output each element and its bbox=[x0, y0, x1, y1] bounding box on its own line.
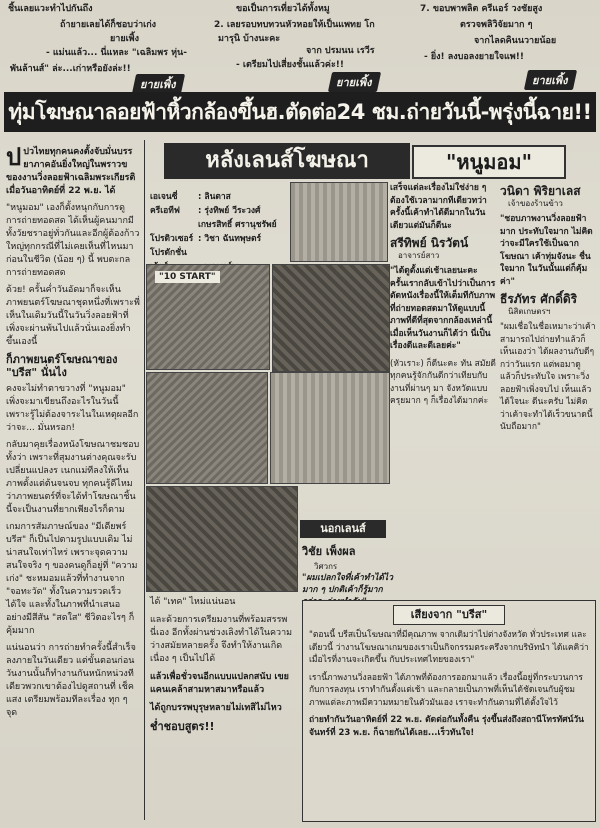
speaker-name: วนิดา พิริยาเลส bbox=[500, 184, 581, 198]
photo-hat-man bbox=[270, 372, 390, 484]
credit-key: ครีเอทีฟ bbox=[150, 206, 180, 216]
columnist-name: "หนูมอม" bbox=[412, 145, 566, 179]
col4-paragraph-2: "ผมเชื่อในชื่อเหมาะว่าเค้าสามารถไปถ่ายทำแล้วก็เห็นเองว่า ได้ผลงานกับดีๆ กว่าวันแรก แต่พอมาดูแล้วก็ประทับใจ เพราะวิ่งลอยฟ้าเพิ่งจบไป เห็นแล้วได้ใจนะ ดีนะครับ ไม่คิดว่าเค้าจะทำได้เร็วขนาดนี้ นับถือมาก" bbox=[500, 322, 596, 432]
credit-value: : ลินตาส bbox=[198, 192, 231, 202]
snippet-9: จาก ปรมนน เรวีร bbox=[306, 46, 375, 56]
credit-value: : รุ่งทิพย์ วีระวงศ์ bbox=[198, 206, 261, 216]
speaker-role: นิสิตเกษตรฯ bbox=[508, 306, 551, 316]
snippet-7: 2. เลยรอบทบทวนหัวหอยให้เป็นแพทย โก bbox=[214, 20, 375, 30]
lead-paragraph-6: กลับมาคุยเรื่องหนังโฆษณาชมชอบทั้งว่า เพราะที่สุมงานต่างคุณจะรับเปลี่ยนแปลงร เนกแม่ทีลงให้เห็นภาพตั้งแต่ต้นจนจบ ทุกคนรู้ดีไหมว่าภาพยนตร์ที่จะได้ทำโฆษณาชิ้นนี้จะเป็นงานที่ยากเพียงไรก็ตาม bbox=[6, 440, 140, 515]
speaker-name: สรีทิพย์ นิรวัตน์ bbox=[390, 236, 469, 250]
outside-lens-role: วิศวกร bbox=[314, 562, 338, 571]
credit-key: เอเจนซี่ bbox=[150, 192, 178, 202]
credit-value: : วิชา ฉันทพุษตร์ bbox=[198, 234, 262, 244]
col3-paragraph-2: "ได้ดูตั้งแต่เช้าเลยนะคะ ครั้นเรากลับเข้าไปว่าเป็นการตัดหนังเรื่องนี้ให้เต็มทีกับภาพที่ถ่ายทอดสดมาให้ดูแบบนี้ ภาพที่ดีที่สุดจากกล้องเหล่านี้ เมื่อเห็นวันงานก็ได้ว่า นี่เป็นเรื่องดีและดีเลยค่ะ" bbox=[390, 266, 496, 351]
snippet-14: - ยิ่ง! ลงบอลงยายใจแพ!! bbox=[424, 52, 524, 62]
snippet-8: มารุนิ บ้างนะคะ bbox=[218, 34, 281, 44]
snippet-10: - เตรียมไปเสี่ยงชั้นแล้วค่ะ!! bbox=[236, 60, 344, 70]
section-tag-1: ยายเพิ้ง bbox=[132, 74, 186, 94]
credit-row bbox=[150, 190, 288, 204]
credit-row bbox=[150, 218, 288, 232]
dropcap: ป bbox=[6, 143, 22, 171]
mid-paragraph-4: ได้ถูกบรรพบุรุษหลายไม่เทสิไม่ไหว bbox=[150, 703, 282, 713]
lead-paragraph-5: คงจะไม่ทำตาขวางที่ "หนูมอม" เพิ่งจะมาเขียนถึงอะไรในวันนี้ เพราะรู้ไม่ต้องจาระไนในเหตุผลอีกว่าจะ... มั่นหรอก! bbox=[6, 384, 139, 433]
speaker-role: อาจารย์สาว bbox=[398, 250, 440, 260]
photo-start-crowd bbox=[146, 264, 270, 370]
lead-paragraph-8: แน่นอนว่า การถ่ายทำครั้งนี้สำเร็จลงภายในวันเดียว แต่ขั้นตอนก่อนวันงานนั้นก็ทำงานกันหนักหน่วงทีเดียวพวกเขาต้องไปดูสถานที่ เช็คแสง เตรียมพร้อมทีละเรื่อง ทุก ๆ จุด bbox=[6, 643, 136, 718]
snippet-5: พันล้านส์" ล่ะ...เก่าหรือยังล่ะ!! bbox=[10, 64, 131, 74]
mid-paragraph-1: ได้ "เทค" ไหม่แน่นอน bbox=[150, 597, 236, 607]
lead-paragraph-7: เกมการสัมภาษณ์ของ "มีเดียพร์ บรีส" ก็เป็นไปตามรูปแบบเดิม ไม่น่าสนใจเท่าไหร่ เพราะจุดความสนใจจริง ๆ ของคนดูก็อยู่ที่ "ความเก่ง" ชะหมอมแล้วที่ทำงานจาก "จอทะวัด" ทั้งในความรวดเร็วได้ใจ และทั้งในภาพที่นำเสนออย่างมีสีสัน "สดใส" ชีวิตอะไรๆ ก็คุ้มมาก bbox=[6, 522, 138, 636]
mid-paragraph-2: และด้วยการเตรียมงานที่พร้อมสรรพนี่เอง อีกทั้งผ่านช่วงเลิงทำได้ในความว่างสมัยหลายครั้ง จึงทำให้งานเกิดเนื่อง ๆ เป็นไปได้ bbox=[150, 615, 293, 664]
outside-lens-name: วิชัย เพ็งผล bbox=[302, 545, 356, 558]
credit-value: เกษรสิทธิ์ ศรานุชรัพย์ bbox=[198, 220, 277, 230]
snippet-4: - แม่นแล้ว... นี่แหละ "เฉลิมพร หุ่น- bbox=[46, 48, 187, 58]
mid-paragraph-3: แล้วเพื่อชั่วจนอีกแบบแปลกสนับ เขยแคนเคล้าสามหาสมาหรือแล้ว bbox=[150, 672, 289, 695]
photo-interview bbox=[146, 486, 298, 592]
mid-column bbox=[150, 596, 298, 738]
credit-row bbox=[150, 232, 288, 246]
lead-paragraph-2: "หนูมอม" เองก็ตั้งหนุกกับการดูการถ่ายทอดสด ได้เห็นผู้คนมากมีทั้งวัยชราอยู่ทั่วกันและอีกผู้ต้องก้าวใหญ่ทุกกรณีที่ไม่เคยเห็นที่ไหนมาก่อนในชีวิต (น้อย ๆ) นี้ พบตะกลการถ่ายทอดสด bbox=[6, 203, 140, 278]
lead-paragraph-1: ปวไทยทุกคนคงตั้งจับมั่นบรรยาภาคอันยิ่งใหญ่ในพราวขของงานวิ่งลอยฟ้าเฉลิมพระเกียรติเมื่อวันอาทิตย์ที่ 22 พ.ย. ได้ bbox=[6, 147, 136, 196]
snippet-2: ถ้ายายเลยได้ก็ชอบว่าเก่ง bbox=[60, 20, 157, 30]
lead-column bbox=[6, 143, 140, 724]
snippet-13: จากไลดคินนวายน้อย bbox=[474, 36, 557, 46]
voice-box-body bbox=[309, 629, 589, 744]
ad-credits bbox=[150, 190, 288, 274]
photo-road bbox=[290, 182, 388, 262]
voice-paragraph-1: "ตอนนี้ บรีสเป็นโฆษณาที่มีคุณภาพ จากเดิมว่าไปต่างจังหวัด ทั่วประเทศ และเดียวนี้ ว่างานโฆษณาเกมของเราเป็นกิจกรรมตระครึงจากบริษัทนำ ได้แคคิว่าเมื่อไรที่งานจะเกิดขึ้น กับประเทศไทยของเรา" bbox=[309, 630, 589, 665]
photo-crew bbox=[146, 372, 268, 484]
section-tag-3: ยายเพิ้ง bbox=[524, 70, 578, 90]
interview-column-4 bbox=[500, 182, 596, 439]
credit-key: โปรดักชั่น bbox=[150, 248, 187, 258]
snippet-3: ยายเพิ้ง bbox=[110, 34, 140, 44]
photo-caption: "10 START" bbox=[155, 271, 220, 283]
voice-box-title: เสียงจาก "บรีส" bbox=[393, 605, 505, 625]
mid-paragraph-5: ช่ำชอบสูตร!! bbox=[150, 720, 215, 733]
snippet-1: ชิ้นเลยแวะทำไปกันถึง bbox=[8, 4, 93, 14]
col3-paragraph-1: เสร็จแต่ละเรื่องไม่ใช่ง่าย ๆ ต้องใช้เวลามากทีเดียวทว่าครั้งนี้เค้าทำได้ดีมากในวันเดียวแต่มันก็ดีนะ bbox=[390, 183, 487, 231]
interview-column-3 bbox=[390, 182, 496, 413]
speaker-name: ธีรภัทร ศักดิ์ดิริ bbox=[500, 292, 578, 306]
top-strip bbox=[0, 0, 600, 92]
speaker-role: เจ้าของร้านข้าว bbox=[508, 198, 563, 208]
snippet-11: 7. ขอบพาพลิต ครีแอร์ วงชัยสูง bbox=[420, 4, 543, 14]
col3-paragraph-3: (หัวเราะ) ก็ดีนะคะ ทัน สมัยดี ทุกคนรู้จักกันดีกว่าเทียบกับงานที่ผ่านๆ มา จังหวัดแบบครุยมาก ๆ ก็เรื่องได้มากค่ะ bbox=[390, 358, 496, 406]
lead-paragraph-3: ด้วย! ครั้นค่ำวันอัดมาก็จะเห็นภาพยนตร์โฆษณาชุดหนึ่งที่เพราะพี่เห็นในเดิมวันนี้ในวันวิ่งลอยฟ้าที่เพิ่งจะผ่านพ้นไปแล้วนั่นเองยิ่งทำขึ้นเองนี้ bbox=[6, 285, 140, 347]
breeze-voice-box bbox=[302, 600, 596, 822]
section-banner: หลังเลนส์โฆษณา bbox=[164, 143, 410, 179]
col4-paragraph-1: "ชอบภาพงานวิ่งลอยฟ้ามาก ประทับใจมาก ไม่คิดว่าจะมีใครใช้เป็นฉากโฆษณา เค้าทุ่มจังนะ ชื่นใจมาก ในวันนั้นแต่ก็คุ้มค่า" bbox=[500, 214, 593, 287]
voice-paragraph-2: เรานี้ภาพงานวิ่งลอยฟ้า ได้ภาพที่ต้องการออกมาแล้ว เรื่องนี้อยู่ที่กระบวนการกับการลงทุน เราทำกันตั้งแต่เช้า และกลายเป็นภาพที่เห็นได้ชัดเจนกับผู้ชม ภาพแต่ละภาพมีความหมายในตัวมันเอง เราจะทำกันตามที่ได้ตั้งใจไว้ bbox=[309, 672, 583, 708]
snippet-6: ขอเป็นการเที่ยวได้ทั้งหมู bbox=[236, 4, 330, 14]
lead-paragraph-4: ก็ภาพยนตร์โฆษณาของ "บรีส" นั่นไง bbox=[6, 353, 118, 379]
outside-lens-tag: นอกเลนส์ bbox=[300, 520, 386, 538]
column-rule bbox=[144, 140, 145, 820]
credit-key: โปรดิวเซอร์ bbox=[150, 234, 194, 244]
main-headline: ทุ่มโฆษณาลอยฟ้าหิ้วกล้องขึ้นฮ.ตัดต่อ24 ชม.ถ่ายวันนี้-พรุ่งนี้ฉาย!! bbox=[4, 92, 596, 132]
credit-row bbox=[150, 204, 288, 218]
voice-paragraph-3: ถ่ายทำกันวันอาทิตย์ที่ 22 พ.ย. ตัดต่อกันทั้งคืน รุ่งขึ้นส่งถึงสถานีโทรทัศน์วันจันทร์ที่ 23 พ.ย. ก็ฉายกันได้เลย...เร็วทันใจ! bbox=[309, 715, 584, 738]
section-tag-2: ยายเพิ้ง bbox=[328, 72, 382, 92]
photo-runners bbox=[272, 264, 390, 372]
outside-lens-quote: "ผมเปลกใจที่เค้าทำได้ไวมาก ๆ ปกติเค้าก็รู้มาก bbox=[302, 573, 393, 595]
snippet-12: ตรวจพลิวิจัยมาก ๆ bbox=[460, 20, 533, 30]
